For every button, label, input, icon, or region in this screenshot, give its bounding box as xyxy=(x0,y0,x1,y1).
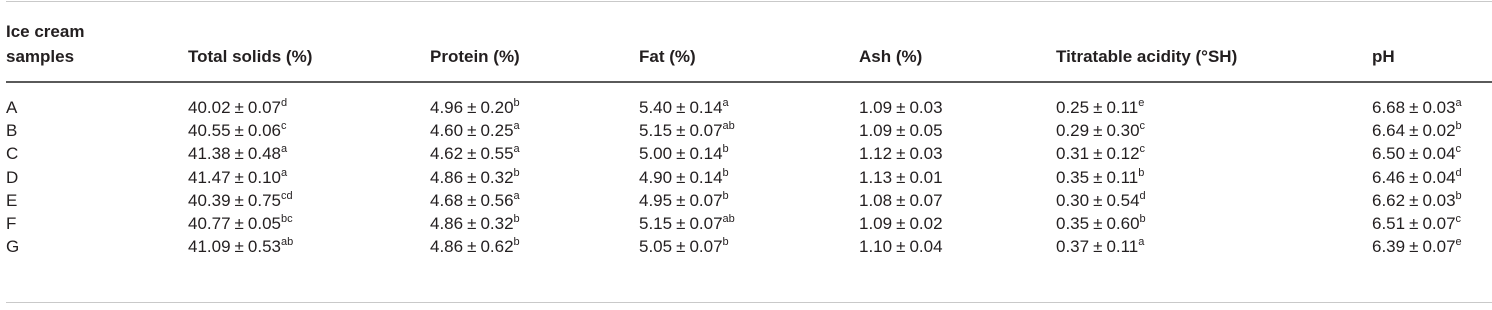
cell-ph xyxy=(1372,234,1462,259)
cell-protein xyxy=(430,234,520,259)
sd-value: 0.25 xyxy=(480,121,514,141)
plus-minus-sign: ± xyxy=(467,214,477,233)
sd-value: 0.02 xyxy=(909,214,943,233)
header-ice-cream-samples xyxy=(6,19,84,69)
plus-minus-sign: ± xyxy=(234,98,244,117)
plus-minus-sign: ± xyxy=(676,167,686,187)
mean-value: 4.68 xyxy=(430,190,464,210)
significance-letter: a xyxy=(1455,97,1462,109)
mean-value: 40.55 xyxy=(188,121,231,141)
cell-protein xyxy=(430,188,520,213)
cell-total-solids xyxy=(188,165,287,190)
cell-protein xyxy=(430,141,520,166)
mean-value: 6.50 xyxy=(1372,144,1406,164)
cell-sample: F xyxy=(6,214,17,233)
cell-protein xyxy=(430,211,520,236)
significance-letter: b xyxy=(1455,189,1462,202)
mean-value: 6.51 xyxy=(1372,214,1406,233)
plus-minus-sign: ± xyxy=(676,214,686,233)
mean-value: 4.86 xyxy=(430,237,464,257)
sd-value: 0.07 xyxy=(247,98,281,117)
sd-value: 0.14 xyxy=(689,98,723,117)
cell-sample: A xyxy=(6,98,18,117)
cell-fat xyxy=(639,165,729,190)
sd-value: 0.20 xyxy=(480,98,514,117)
sd-value: 0.54 xyxy=(1106,190,1140,210)
mean-value: 1.09 xyxy=(859,214,893,233)
sd-value: 0.14 xyxy=(689,167,723,187)
mean-value: 41.09 xyxy=(188,237,231,257)
mean-value: 1.08 xyxy=(859,190,893,210)
plus-minus-sign: ± xyxy=(467,144,477,164)
plus-minus-sign: ± xyxy=(467,237,477,257)
significance-letter: d xyxy=(1139,189,1146,202)
significance-letter: a xyxy=(1138,236,1145,249)
cell-fat xyxy=(639,234,729,259)
mean-value: 0.25 xyxy=(1056,98,1090,117)
cell-sample: B xyxy=(6,121,18,141)
mean-value: 5.40 xyxy=(639,98,673,117)
cell-sample: D xyxy=(6,167,19,187)
cell-titratable-acidity xyxy=(1056,188,1146,213)
sd-value: 0.32 xyxy=(480,214,514,233)
significance-letter: ab xyxy=(722,213,735,225)
sd-value: 0.53 xyxy=(247,237,281,257)
mean-value: 4.62 xyxy=(430,144,464,164)
mean-value: 0.37 xyxy=(1056,237,1090,257)
plus-minus-sign: ± xyxy=(1409,167,1419,187)
significance-letter: c xyxy=(280,120,287,133)
cell-protein xyxy=(430,165,520,190)
cell-ph xyxy=(1372,95,1462,120)
significance-letter: a xyxy=(280,166,288,179)
cell-total-solids xyxy=(188,118,286,143)
cell-sample: C xyxy=(6,144,19,164)
cell-ash xyxy=(859,141,943,166)
sd-value: 0.06 xyxy=(247,121,281,141)
cell-sample: G xyxy=(6,237,20,257)
sd-value: 0.04 xyxy=(1422,167,1456,187)
significance-letter: b xyxy=(513,166,520,179)
cell-protein xyxy=(430,118,520,143)
cell-total-solids xyxy=(188,141,287,166)
plus-minus-sign: ± xyxy=(1093,214,1103,233)
plus-minus-sign: ± xyxy=(676,190,686,210)
mean-value: 5.00 xyxy=(639,144,673,164)
mean-value: 5.15 xyxy=(639,214,673,233)
plus-minus-sign: ± xyxy=(896,237,906,257)
sd-value: 0.48 xyxy=(247,144,281,164)
mean-value: 0.29 xyxy=(1056,121,1090,141)
mean-value: 5.15 xyxy=(639,121,673,141)
cell-ash xyxy=(859,188,943,213)
sd-value: 0.03 xyxy=(909,144,943,164)
significance-letter: b xyxy=(513,236,520,249)
cell-ash xyxy=(859,234,943,259)
mean-value: 5.05 xyxy=(639,237,673,257)
table-bottom-rule xyxy=(6,302,1492,303)
cell-ash xyxy=(859,165,943,190)
plus-minus-sign: ± xyxy=(1409,98,1419,117)
plus-minus-sign: ± xyxy=(676,237,686,257)
cell-fat xyxy=(639,141,729,166)
cell-ph xyxy=(1372,188,1462,213)
sd-value: 0.04 xyxy=(1422,144,1456,164)
mean-value: 0.35 xyxy=(1056,167,1090,187)
cell-ph xyxy=(1372,165,1462,190)
significance-letter: d xyxy=(280,97,288,109)
cell-titratable-acidity xyxy=(1056,118,1145,143)
significance-letter: b xyxy=(1139,213,1146,225)
mean-value: 6.64 xyxy=(1372,121,1406,141)
cell-ash xyxy=(859,211,943,236)
sd-value: 0.14 xyxy=(689,144,723,164)
header-protein: Protein (%) xyxy=(430,47,520,66)
header-fat: Fat (%) xyxy=(639,47,696,66)
plus-minus-sign: ± xyxy=(467,167,477,187)
plus-minus-sign: ± xyxy=(1093,190,1103,210)
cell-ash xyxy=(859,95,943,120)
significance-letter: c xyxy=(1139,120,1146,133)
plus-minus-sign: ± xyxy=(234,144,244,164)
header-rule xyxy=(6,81,1492,83)
sd-value: 0.30 xyxy=(1106,121,1140,141)
significance-letter: b xyxy=(722,166,729,179)
cell-ph xyxy=(1372,141,1461,166)
significance-letter: a xyxy=(513,120,520,133)
significance-letter: b xyxy=(722,143,729,156)
sd-value: 0.32 xyxy=(480,167,514,187)
plus-minus-sign: ± xyxy=(234,214,244,233)
sd-value: 0.75 xyxy=(247,190,281,210)
plus-minus-sign: ± xyxy=(234,121,244,141)
cell-total-solids xyxy=(188,211,293,236)
plus-minus-sign: ± xyxy=(676,98,686,117)
cell-fat xyxy=(639,211,735,236)
plus-minus-sign: ± xyxy=(1093,144,1103,164)
sd-value: 0.55 xyxy=(480,144,514,164)
cell-total-solids xyxy=(188,188,293,213)
cell-ph xyxy=(1372,211,1461,236)
sd-value: 0.60 xyxy=(1106,214,1140,233)
plus-minus-sign: ± xyxy=(1093,121,1103,141)
mean-value: 40.77 xyxy=(188,214,231,233)
significance-letter: a xyxy=(513,189,520,202)
mean-value: 0.31 xyxy=(1056,144,1090,164)
sd-value: 0.03 xyxy=(1422,98,1456,117)
sd-value: 0.11 xyxy=(1106,98,1139,117)
sd-value: 0.12 xyxy=(1106,144,1140,164)
cell-fat xyxy=(639,95,729,120)
sd-value: 0.07 xyxy=(1422,214,1456,233)
mean-value: 4.86 xyxy=(430,167,464,187)
sd-value: 0.07 xyxy=(1422,237,1456,257)
mean-value: 41.38 xyxy=(188,144,231,164)
plus-minus-sign: ± xyxy=(676,121,686,141)
significance-letter: c xyxy=(1455,143,1462,156)
plus-minus-sign: ± xyxy=(1093,237,1103,257)
mean-value: 6.39 xyxy=(1372,237,1406,257)
cell-ash xyxy=(859,118,943,143)
cell-sample: E xyxy=(6,190,18,210)
plus-minus-sign: ± xyxy=(234,190,244,210)
sd-value: 0.07 xyxy=(689,214,723,233)
cell-total-solids xyxy=(188,95,287,120)
significance-letter: b xyxy=(1455,120,1462,133)
sd-value: 0.03 xyxy=(1422,190,1456,210)
plus-minus-sign: ± xyxy=(1409,144,1419,164)
plus-minus-sign: ± xyxy=(896,190,906,210)
mean-value: 1.09 xyxy=(859,98,893,117)
plus-minus-sign: ± xyxy=(896,144,906,164)
significance-letter: b xyxy=(722,236,729,249)
significance-letter: bc xyxy=(280,213,293,225)
cell-titratable-acidity xyxy=(1056,165,1144,190)
plus-minus-sign: ± xyxy=(1093,167,1103,187)
mean-value: 4.95 xyxy=(639,190,673,210)
sd-value: 0.05 xyxy=(909,121,943,141)
plus-minus-sign: ± xyxy=(467,121,477,141)
mean-value: 40.39 xyxy=(188,190,231,210)
cell-titratable-acidity xyxy=(1056,141,1145,166)
sd-value: 0.01 xyxy=(909,167,943,187)
mean-value: 4.86 xyxy=(430,214,464,233)
plus-minus-sign: ± xyxy=(896,167,906,187)
plus-minus-sign: ± xyxy=(234,237,244,257)
sd-value: 0.03 xyxy=(909,98,943,117)
mean-value: 0.35 xyxy=(1056,214,1090,233)
mean-value: 1.13 xyxy=(859,167,893,187)
mean-value: 1.10 xyxy=(859,237,893,257)
table-top-rule xyxy=(6,1,1492,2)
plus-minus-sign: ± xyxy=(467,98,477,117)
sd-value: 0.07 xyxy=(689,121,723,141)
significance-letter: d xyxy=(1455,166,1462,179)
significance-letter: e xyxy=(1138,97,1145,109)
plus-minus-sign: ± xyxy=(1409,237,1419,257)
mean-value: 6.68 xyxy=(1372,98,1406,117)
plus-minus-sign: ± xyxy=(896,121,906,141)
sd-value: 0.05 xyxy=(247,214,281,233)
significance-letter: a xyxy=(513,143,520,156)
mean-value: 4.90 xyxy=(639,167,673,187)
plus-minus-sign: ± xyxy=(1409,121,1419,141)
mean-value: 1.12 xyxy=(859,144,893,164)
cell-total-solids xyxy=(188,234,293,259)
plus-minus-sign: ± xyxy=(1093,98,1103,117)
significance-letter: e xyxy=(1455,236,1462,249)
significance-letter: ab xyxy=(280,236,294,249)
mean-value: 4.96 xyxy=(430,98,464,117)
header-line-1: Ice cream xyxy=(6,22,85,41)
mean-value: 6.46 xyxy=(1372,167,1406,187)
mean-value: 0.30 xyxy=(1056,190,1090,210)
cell-protein xyxy=(430,95,520,120)
header-total-solids: Total solids (%) xyxy=(188,47,313,66)
header-ph: pH xyxy=(1372,47,1395,66)
header-ash: Ash (%) xyxy=(859,47,923,66)
sd-value: 0.11 xyxy=(1106,237,1139,257)
sd-value: 0.02 xyxy=(1422,121,1456,141)
cell-fat xyxy=(639,188,729,213)
plus-minus-sign: ± xyxy=(896,98,906,117)
significance-letter: ab xyxy=(722,120,735,133)
plus-minus-sign: ± xyxy=(234,167,244,187)
sd-value: 0.62 xyxy=(480,237,514,257)
significance-letter: b xyxy=(722,189,729,202)
sd-value: 0.11 xyxy=(1106,167,1139,187)
mean-value: 41.47 xyxy=(188,167,231,187)
plus-minus-sign: ± xyxy=(676,144,686,164)
significance-letter: a xyxy=(280,143,288,156)
mean-value: 1.09 xyxy=(859,121,893,141)
mean-value: 4.60 xyxy=(430,121,464,141)
sd-value: 0.07 xyxy=(689,237,723,257)
plus-minus-sign: ± xyxy=(1409,214,1419,233)
cell-titratable-acidity xyxy=(1056,211,1146,236)
plus-minus-sign: ± xyxy=(1409,190,1419,210)
significance-letter: b xyxy=(1138,166,1145,179)
plus-minus-sign: ± xyxy=(896,214,906,233)
mean-value: 40.02 xyxy=(188,98,231,117)
cell-fat xyxy=(639,118,735,143)
cell-titratable-acidity xyxy=(1056,95,1144,120)
sd-value: 0.07 xyxy=(909,190,943,210)
sd-value: 0.10 xyxy=(247,167,281,187)
cell-titratable-acidity xyxy=(1056,234,1144,259)
header-titratable-acidity: Titratable acidity (°SH) xyxy=(1056,47,1238,66)
significance-letter: b xyxy=(513,97,520,109)
sd-value: 0.56 xyxy=(480,190,514,210)
significance-letter: c xyxy=(1139,143,1146,156)
significance-letter: b xyxy=(513,213,520,225)
significance-letter: a xyxy=(722,97,729,109)
significance-letter: cd xyxy=(280,189,293,202)
plus-minus-sign: ± xyxy=(467,190,477,210)
significance-letter: c xyxy=(1455,213,1462,225)
sd-value: 0.04 xyxy=(909,237,943,257)
header-line-2: samples xyxy=(6,47,75,66)
cell-ph xyxy=(1372,118,1462,143)
mean-value: 6.62 xyxy=(1372,190,1406,210)
sd-value: 0.07 xyxy=(689,190,723,210)
